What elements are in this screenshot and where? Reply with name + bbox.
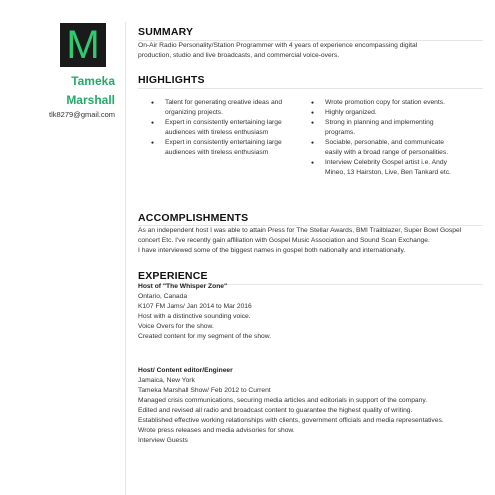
email-address: tlk8279@gmail.com xyxy=(49,110,115,119)
candidate-name xyxy=(0,72,115,110)
job-line: Edited and revised all radio and broadcast content to guarantee the highest quality of writing. xyxy=(138,407,413,414)
job-line: Host with a distinctive sounding voice. xyxy=(138,313,251,320)
highlight-item: ● Wrote promotion copy for station events. xyxy=(311,98,461,108)
job-line: Ontario, Canada xyxy=(138,293,188,300)
job-line: Jamaica, New York xyxy=(138,377,195,384)
job-line: Managed crisis communications, securing media articles and editorials in support of the company. xyxy=(138,397,428,404)
experience-heading: EXPERIENCE xyxy=(138,270,208,282)
job-line: Created content for my segment of the show. xyxy=(138,333,272,340)
first-name: Tameka xyxy=(71,74,115,88)
accomplishment-line: As an independent host I was able to attain Press for The Stellar Awards, BMI Trailblazer, Super Bowl Gospel concert Etc. I've recently gain affiliation with Gospel Music Association and Sound Scan Exchange. xyxy=(138,227,462,244)
job-line: K107 FM Jams/ Jan 2014 to Mar 2016 xyxy=(138,303,252,310)
job-line: Voice Overs for the show. xyxy=(138,323,214,330)
highlight-item: ● Expert in consistently entertaining large audiences with tireless enthusiasm xyxy=(151,138,301,158)
highlights-heading: HIGHLIGHTS xyxy=(138,74,205,86)
monogram-letter: M xyxy=(66,23,100,67)
highlights-right-column xyxy=(311,98,461,178)
accomplishments-heading: ACCOMPLISHMENTS xyxy=(138,212,249,224)
job-entry xyxy=(138,366,483,446)
highlight-item: ● Expert in consistently entertaining large audiences with tireless enthusiasm xyxy=(151,118,301,138)
accomplishment-line: I have interviewed some of the biggest names in gospel both nationally and internationally. xyxy=(138,247,406,254)
sidebar xyxy=(0,0,125,495)
job-line: Tameka Marshall Show/ Feb 2012 to Current xyxy=(138,387,271,394)
highlights-left-column xyxy=(151,98,301,158)
job-line: Established effective working relationships with clients, government officials and media representatives. xyxy=(138,417,444,424)
accomplishments-text xyxy=(138,226,483,256)
job-line: Interview Guests xyxy=(138,437,188,444)
job-title: Host of "The Whisper Zone" xyxy=(138,283,228,290)
summary-heading: SUMMARY xyxy=(138,26,194,38)
highlights-divider xyxy=(138,88,483,89)
highlight-item: ● Strong in planning and implementing programs. xyxy=(311,118,461,138)
job-entry xyxy=(138,282,483,342)
monogram-logo xyxy=(60,23,106,67)
sidebar-divider xyxy=(125,22,126,495)
highlight-item: ● Talent for generating creative ideas and organizing projects. xyxy=(151,98,301,118)
highlight-item: ● Interview Celebrity Gospel artist i.e. Andy Mineo, 13 Hairston, Live, Ben Tankard etc. xyxy=(311,158,461,178)
summary-text: On-Air Radio Personality/Station Programmer with 4 years of experience encompassing digital production, studio and live broadcasts, and commercial voice-overs. xyxy=(138,42,418,59)
highlight-item: ● Highly organized. xyxy=(311,108,461,118)
last-name: Marshall xyxy=(66,93,115,107)
job-line: Wrote press releases and media advisories for show. xyxy=(138,427,295,434)
job-title: Host/ Content editor/Engineer xyxy=(138,367,233,374)
highlight-item: ● Sociable, personable, and communicate easily with a broad range of personalities. xyxy=(311,138,461,158)
